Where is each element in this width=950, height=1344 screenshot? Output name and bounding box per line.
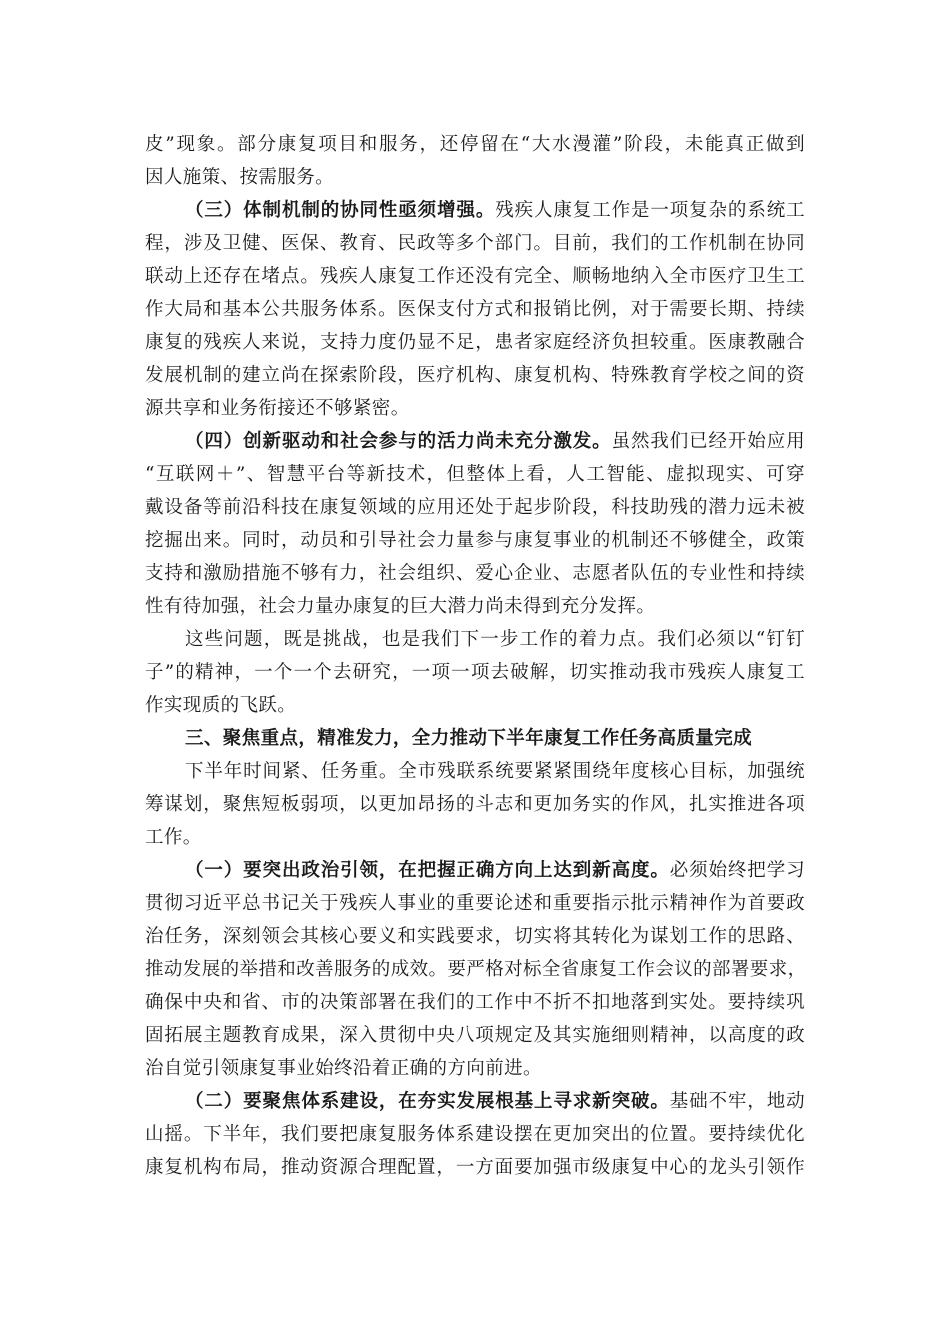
chapter-heading: 三、聚焦重点，精准发力，全力推动下半年康复工作任务高质量完成	[185, 728, 753, 749]
text-line: 确保中央和省、市的决策部署在我们的工作中不折不扣地落到实处。要持续巩	[145, 992, 805, 1013]
text-run: 必须始终把学习	[669, 860, 805, 881]
text-line: 发展机制的建立尚在探索阶段，医疗机构、康复机构、特殊教育学校之间的资	[145, 365, 805, 386]
text-line: 治自觉引领康复事业始终沿着正确的方向前进。	[145, 1058, 542, 1079]
text-line: 因人施策、按需服务。	[145, 167, 335, 188]
text-line: 推动发展的举措和改善服务的成效。要严格对标全省康复工作会议的部署要求，	[145, 959, 807, 980]
text-line: 作大局和基本公共服务体系。医保支付方式和报销比例，对于需要长期、持续	[145, 299, 805, 320]
section-heading: （四）创新驱动和社会参与的活力尚未充分激发。	[185, 431, 612, 452]
section-heading: （二）要聚焦体系建设，在夯实发展根基上寻求新突破。	[185, 1091, 670, 1112]
section-heading: （一）要突出政治引领，在把握正确方向上达到新高度。	[185, 860, 670, 881]
paragraph-task-1	[145, 854, 805, 1085]
text-line: 作实现质的飞跃。	[145, 695, 297, 716]
text-run: 虽然我们已经开始应用	[611, 431, 805, 452]
text-line: 固拓展主题教育成果，深入贯彻中央八项规定及其实施细则精神，以高度的政	[145, 1025, 805, 1046]
text-line: 子”的精神，一个一个去研究，一项一项去破解，切实推动我市残疾人康复工	[145, 662, 805, 683]
text-line: 贯彻习近平总书记关于残疾人事业的重要论述和重要指示批示精神作为首要政	[145, 893, 805, 914]
section-heading: （三）体制机制的协同性亟须增强。	[185, 200, 496, 221]
text-line: 戴设备等前沿科技在康复领域的应用还处于起步阶段，科技助残的潜力远未被	[145, 497, 805, 518]
text-line: 皮”现象。部分康复项目和服务，还停留在“大水漫灌”阶段，未能真正做到	[145, 134, 805, 155]
text-line: 康复的残疾人来说，支持力度仍显不足，患者家庭经济负担较重。医康教融合	[145, 332, 805, 353]
text-line: 源共享和业务衔接还不够紧密。	[145, 398, 410, 419]
text-line: 筹谋划，聚焦短板弱项，以更加昂扬的斗志和更加务实的作风，扎实推进各项	[145, 794, 805, 815]
text-line: 这些问题，既是挑战，也是我们下一步工作的着力点。我们必须以“钉钉	[185, 629, 805, 650]
paragraph-summary	[145, 623, 805, 722]
text-line: 程，涉及卫健、医保、教育、民政等多个部门。目前，我们的工作机制在协同	[145, 233, 805, 254]
text-line: 性有待加强，社会力量办康复的巨大潜力尚未得到充分发挥。	[145, 596, 656, 617]
paragraph-task-2	[145, 1085, 805, 1184]
text-line	[145, 854, 805, 887]
paragraph-chapter-heading	[145, 722, 805, 755]
text-run: 基础不牢，地动	[669, 1091, 805, 1112]
text-line: “互联网＋”、智慧平台等新技术，但整体上看，人工智能、虚拟现实、可穿	[145, 464, 805, 485]
paragraph-section-4	[145, 425, 805, 623]
text-line: 治任务，深刻领会其核心要义和实践要求，切实将其转化为谋划工作的思路、	[145, 926, 805, 947]
text-line: 下半年时间紧、任务重。全市残联系统要紧紧围绕年度核心目标，加强统	[185, 761, 805, 782]
text-line	[145, 1085, 805, 1118]
paragraph-intro	[145, 755, 805, 854]
text-line	[145, 722, 805, 755]
text-line: 联动上还存在堵点。残疾人康复工作还没有完全、顺畅地纳入全市医疗卫生工	[145, 266, 805, 287]
text-line	[145, 425, 805, 458]
text-line: 工作。	[145, 827, 202, 848]
text-line: 支持和激励措施不够有力，社会组织、爱心企业、志愿者队伍的专业性和持续	[145, 563, 805, 584]
text-line: 康复机构布局，推动资源合理配置，一方面要加强市级康复中心的龙头引领作	[145, 1157, 805, 1178]
text-line	[145, 194, 805, 227]
text-line: 挖掘出来。同时，动员和引导社会力量参与康复事业的机制还不够健全，政策	[145, 530, 805, 551]
text-line: 山摇。下半年，我们要把康复服务体系建设摆在更加突出的位置。要持续优化	[145, 1124, 805, 1145]
paragraph-continuation	[145, 128, 805, 194]
text-run: 残疾人康复工作是一项复杂的系统工	[495, 200, 806, 221]
paragraph-section-3	[145, 194, 805, 425]
